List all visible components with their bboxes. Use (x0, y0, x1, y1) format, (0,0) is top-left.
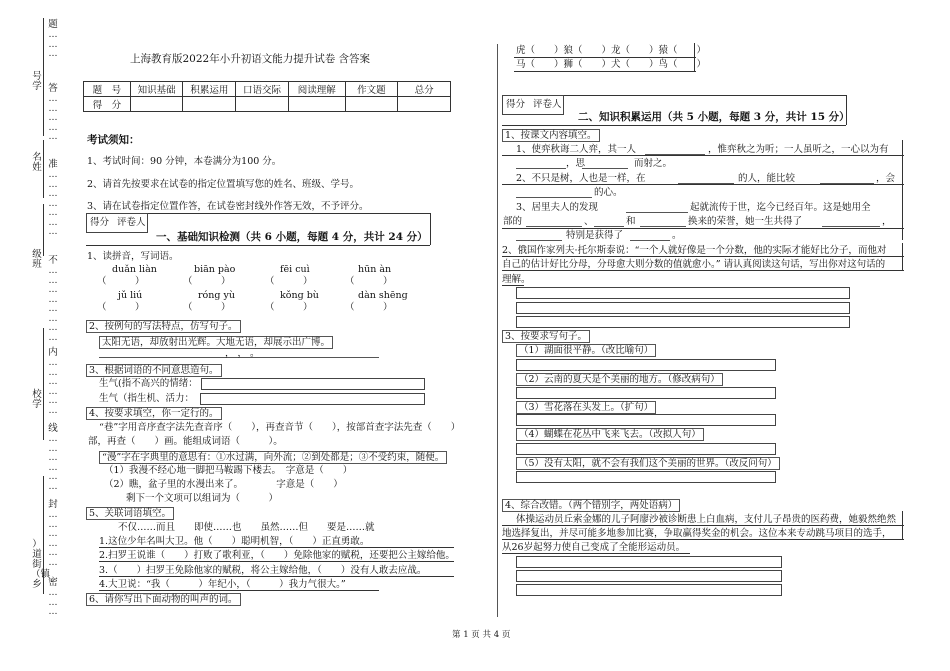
s2-q3-item: （1）湖面很平静。（改比喻句） (516, 344, 656, 357)
grader-box (86, 213, 148, 233)
q6-stem: 6、请你写出下面动物的叫声的词。 (86, 593, 241, 606)
answer-box[interactable] (516, 387, 776, 399)
q4-line: “漫”字在字典里的意思有：①水过满，向外流；②到处都是；③不受约束，随便。 (99, 451, 447, 464)
s2-q3-stem: 3、按要求写句子。 (502, 330, 590, 343)
answer-line[interactable] (582, 168, 628, 169)
answer-line[interactable] (516, 168, 566, 169)
s2-q1-text: 、 (584, 216, 594, 227)
section2-title: 二、知识积累运用（共 5 小题，每题 3 分，共计 15 分） (578, 111, 850, 123)
s2-q1-text: ，思 (566, 158, 586, 169)
q3-item-a: 生气(指不高兴的情绪： (99, 378, 198, 389)
score-cell[interactable] (183, 97, 236, 112)
pinyin: róng yù (198, 290, 235, 301)
score-header: 总分 (398, 82, 451, 97)
seal-char: 封 (48, 499, 58, 510)
seal-char: 答 (48, 83, 58, 94)
answer-line[interactable] (822, 226, 880, 227)
page-number: 第 1 页 共 4 页 (452, 630, 511, 640)
s2-q2-stem: 2、俄国作家列夫·托尔斯泰说：“一个人就好像是一个分数，他的实际才能好比分子，而他对 (502, 245, 887, 256)
pinyin: hūn àn (358, 264, 392, 275)
score-row-label: 得 分 (84, 97, 131, 112)
pinyin: fēi cuì (280, 264, 310, 275)
score-header: 口语交际 (236, 82, 289, 97)
q5-sentence: 4.大卫说：“我（ ）年纪小，（ ）我力气很大。” (99, 579, 346, 590)
answer-box[interactable] (516, 316, 850, 328)
s2-q1-text: 部的 (503, 216, 523, 227)
q4-line: 剩下一个文项可以组词为（ ） (126, 493, 279, 504)
s2-q1-text: 换来的荣誉，她一生共得了 (688, 216, 803, 227)
s2-q4-text: 体操运动员丘索金娜的儿子阿廖沙被诊断患上白血病，支付儿子昂贵的医药费，她毅然绝然 (516, 514, 897, 525)
s2-q4-text: 从26岁起努力使自己变成了全能形运动员。 (502, 542, 686, 553)
q4-line: “巷”字用音序查字法先查音序（ ），再查音节（ ），按部首查字法先查（ ） (99, 422, 461, 433)
answer-box[interactable] (516, 584, 782, 596)
margin-label-class: 级班 (32, 249, 42, 270)
score-cell[interactable] (236, 97, 289, 112)
score-table (83, 81, 451, 112)
animal-row: 虎（ ）狼（ ）龙（ ）猿（ ） (516, 45, 707, 56)
q1-stem: 1、读拼音，写词语。 (87, 251, 179, 262)
answer-box[interactable] (516, 414, 776, 426)
seal-char: 准 (48, 159, 58, 170)
s2-q2-text: 理解。 (502, 274, 531, 285)
s2-q1-text: 和 (626, 216, 636, 227)
s2-q1-text: 特别是获得了 (566, 230, 624, 241)
margin-label-name: 名姓 (32, 152, 42, 173)
score-header: 作文题 (345, 82, 398, 97)
q4-line: （2）瞧，盆子里的水漫出来了。 字意是（ ） (104, 479, 343, 490)
answer-box[interactable] (516, 471, 776, 483)
answer-line[interactable] (630, 240, 670, 241)
notice-item: 3、请在试卷指定位置作答，在试卷密封线外作答无效，不予评分。 (87, 201, 369, 212)
pinyin: dàn shēng (358, 290, 408, 301)
s2-q1-text: 而射之。 (634, 158, 673, 169)
answer-paren[interactable]: （ ） (183, 276, 231, 287)
q5-words: 不仅……而且 即使……也 虽然……但 要是……就 (118, 522, 375, 533)
answer-paren[interactable]: （ ） (265, 302, 313, 313)
pinyin: jǔ liú (118, 290, 143, 301)
q4-line: （1）我漫不经心地一脚把马鞍踢下楼去。 字意是（ ） (104, 465, 353, 476)
answer-paren[interactable]: （ ） (345, 302, 393, 313)
s2-q3-item: （2）云南的夏天是个美丽的地方。（修改病句） (516, 373, 723, 386)
q5-sentence: 1.这位少年名叫大卫。他（ ）聪明机智，（ ）正直勇敢。 (99, 536, 370, 547)
s2-q1-text: 的人，能比较 (738, 173, 796, 184)
answer-line[interactable] (516, 197, 592, 198)
s2-q1-text: 的心。 (594, 187, 623, 198)
pinyin: biān pào (194, 264, 236, 275)
s2-q1-stem: 1、按课文内容填空。 (502, 129, 600, 142)
s2-q3-item: （4）蝴蝶在花丛中飞来飞去。（改拟人句） (516, 428, 704, 441)
pinyin: kǒng bù (280, 290, 319, 301)
s2-q1-text: ，会 (876, 173, 896, 184)
seal-char: 题 (48, 19, 58, 30)
answer-paren[interactable]: （ ） (345, 276, 393, 287)
notice-title: 考试须知： (87, 134, 140, 146)
answer-box[interactable] (516, 556, 782, 568)
q3-stem: 3、根据词语的不同意思造句。 (86, 364, 222, 377)
s2-q1-text: ，惟弈秋之为听；一人虽听之，一心以为有 (708, 144, 889, 155)
s2-q1-text: 3、居里夫人的发现 (516, 202, 599, 213)
margin-label-school: 校学 (32, 389, 42, 410)
answer-line[interactable] (526, 226, 582, 227)
score-cell[interactable] (130, 97, 183, 112)
seal-char: 密 (48, 577, 58, 588)
q2-stem: 2、按例句的写法特点，仿写句子。 (86, 320, 241, 333)
grader-box (502, 95, 564, 115)
s2-q4-text: 地选择复出，并尽可能多地参加比赛，争取赢得奖金的机会。这位本来专动跳马项目的选手， (502, 528, 892, 539)
answer-paren[interactable]: （ ） (97, 302, 145, 313)
score-cell[interactable] (398, 97, 451, 112)
s2-q4-stem: 4、综合改错。（两个错别字，两处语病） (502, 499, 680, 512)
score-cell[interactable] (345, 97, 398, 112)
s2-q1-text: 1、使弈秋诲二人弈，其一人 (516, 144, 637, 155)
q5-sentence: 3.（ ）扫罗王免除他家的赋税，将公主嫁给他，（ ）没有人敢去应战。 (99, 565, 427, 576)
animal-row: 马（ ）狮（ ）犬（ ）鸟（ ） (516, 59, 707, 70)
answer-line[interactable] (594, 226, 624, 227)
section1-title: 一、基础知识检测（共 6 小题，每题 4 分，共计 24 分） (156, 231, 428, 243)
q3-item-b: 生气（指生机、活力： (99, 393, 195, 404)
answer-paren[interactable]: （ ） (265, 276, 313, 287)
score-cell[interactable] (288, 97, 345, 112)
s2-q3-item: （5）没有太阳，就不会有我们这个美丽的世界。（改反问句） (516, 457, 780, 470)
answer-box[interactable] (200, 393, 425, 405)
q4-line: 部，再查（ ）画。能组成词语（ ）。 (88, 436, 283, 447)
score-header: 题 号 (84, 82, 131, 97)
s2-q2-text: 自己的估计好比分母，分母愈大则分数的值就愈小。” 请认真阅读这句话，写出你对这句话的 (502, 259, 886, 270)
answer-line[interactable] (626, 212, 688, 213)
margin-label-township: ）道街（镇乡 (31, 539, 51, 590)
answer-line[interactable] (516, 240, 562, 241)
s2-q3-item: （3）雪花落在头发上。（扩句） (516, 401, 656, 414)
score-header: 阅读理解 (288, 82, 345, 97)
answer-box[interactable] (201, 378, 425, 390)
q2-example: 太阳无语，却放射出光辉。大地无语，却展示出广博。 (99, 336, 333, 349)
margin-label-student-id: 号学 (32, 71, 42, 92)
q4-stem: 4、按要求填空，你一定行的。 (86, 407, 222, 420)
s2-q1-text: ， (882, 216, 892, 227)
q2-blank-punct: ， ， 。 (225, 348, 260, 359)
seal-char: 内 (48, 347, 58, 358)
seal-char: 线 (48, 423, 58, 434)
answer-box[interactable] (516, 302, 850, 314)
pinyin: duǎn liàn (112, 264, 157, 275)
q5-sentence: 2.扫罗王说谁（ ）打败了歌利亚，（ ）免除他家的赋税，还要把公主嫁给他。 (99, 550, 455, 561)
grader-name-label: 评卷人 (117, 217, 146, 228)
grader-score-label: 得分 (90, 217, 110, 228)
score-header: 积累运用 (183, 82, 236, 97)
answer-box[interactable] (516, 359, 776, 371)
answer-paren[interactable]: （ ） (183, 302, 231, 313)
grader-name-label: 评卷人 (533, 99, 562, 110)
answer-paren[interactable]: （ ） (97, 276, 145, 287)
s2-q1-text: 起就流传于世，迄今已经百年。这是她用全 (690, 202, 871, 213)
score-header: 知识基础 (130, 82, 183, 97)
answer-line[interactable] (640, 226, 686, 227)
notice-item: 1、考试时间：90 分钟，本卷满分为100 分。 (87, 156, 282, 167)
q5-stem: 5、关联词语填空。 (86, 507, 174, 520)
s2-q1-text: 。 (672, 230, 682, 241)
s2-q1-text: 2、不只是树，人也是一样，在 (516, 173, 646, 184)
exam-title: 上海教育版2022年小升初语文能力提升试卷 含答案 (130, 53, 371, 65)
seal-char: 不 (48, 255, 58, 266)
grader-score-label: 得分 (506, 99, 526, 110)
answer-box[interactable] (516, 570, 782, 582)
answer-box[interactable] (516, 443, 776, 455)
notice-item: 2、请首先按要求在试卷的指定位置填写您的姓名、班级、学号。 (87, 179, 360, 190)
answer-box[interactable] (516, 287, 850, 299)
